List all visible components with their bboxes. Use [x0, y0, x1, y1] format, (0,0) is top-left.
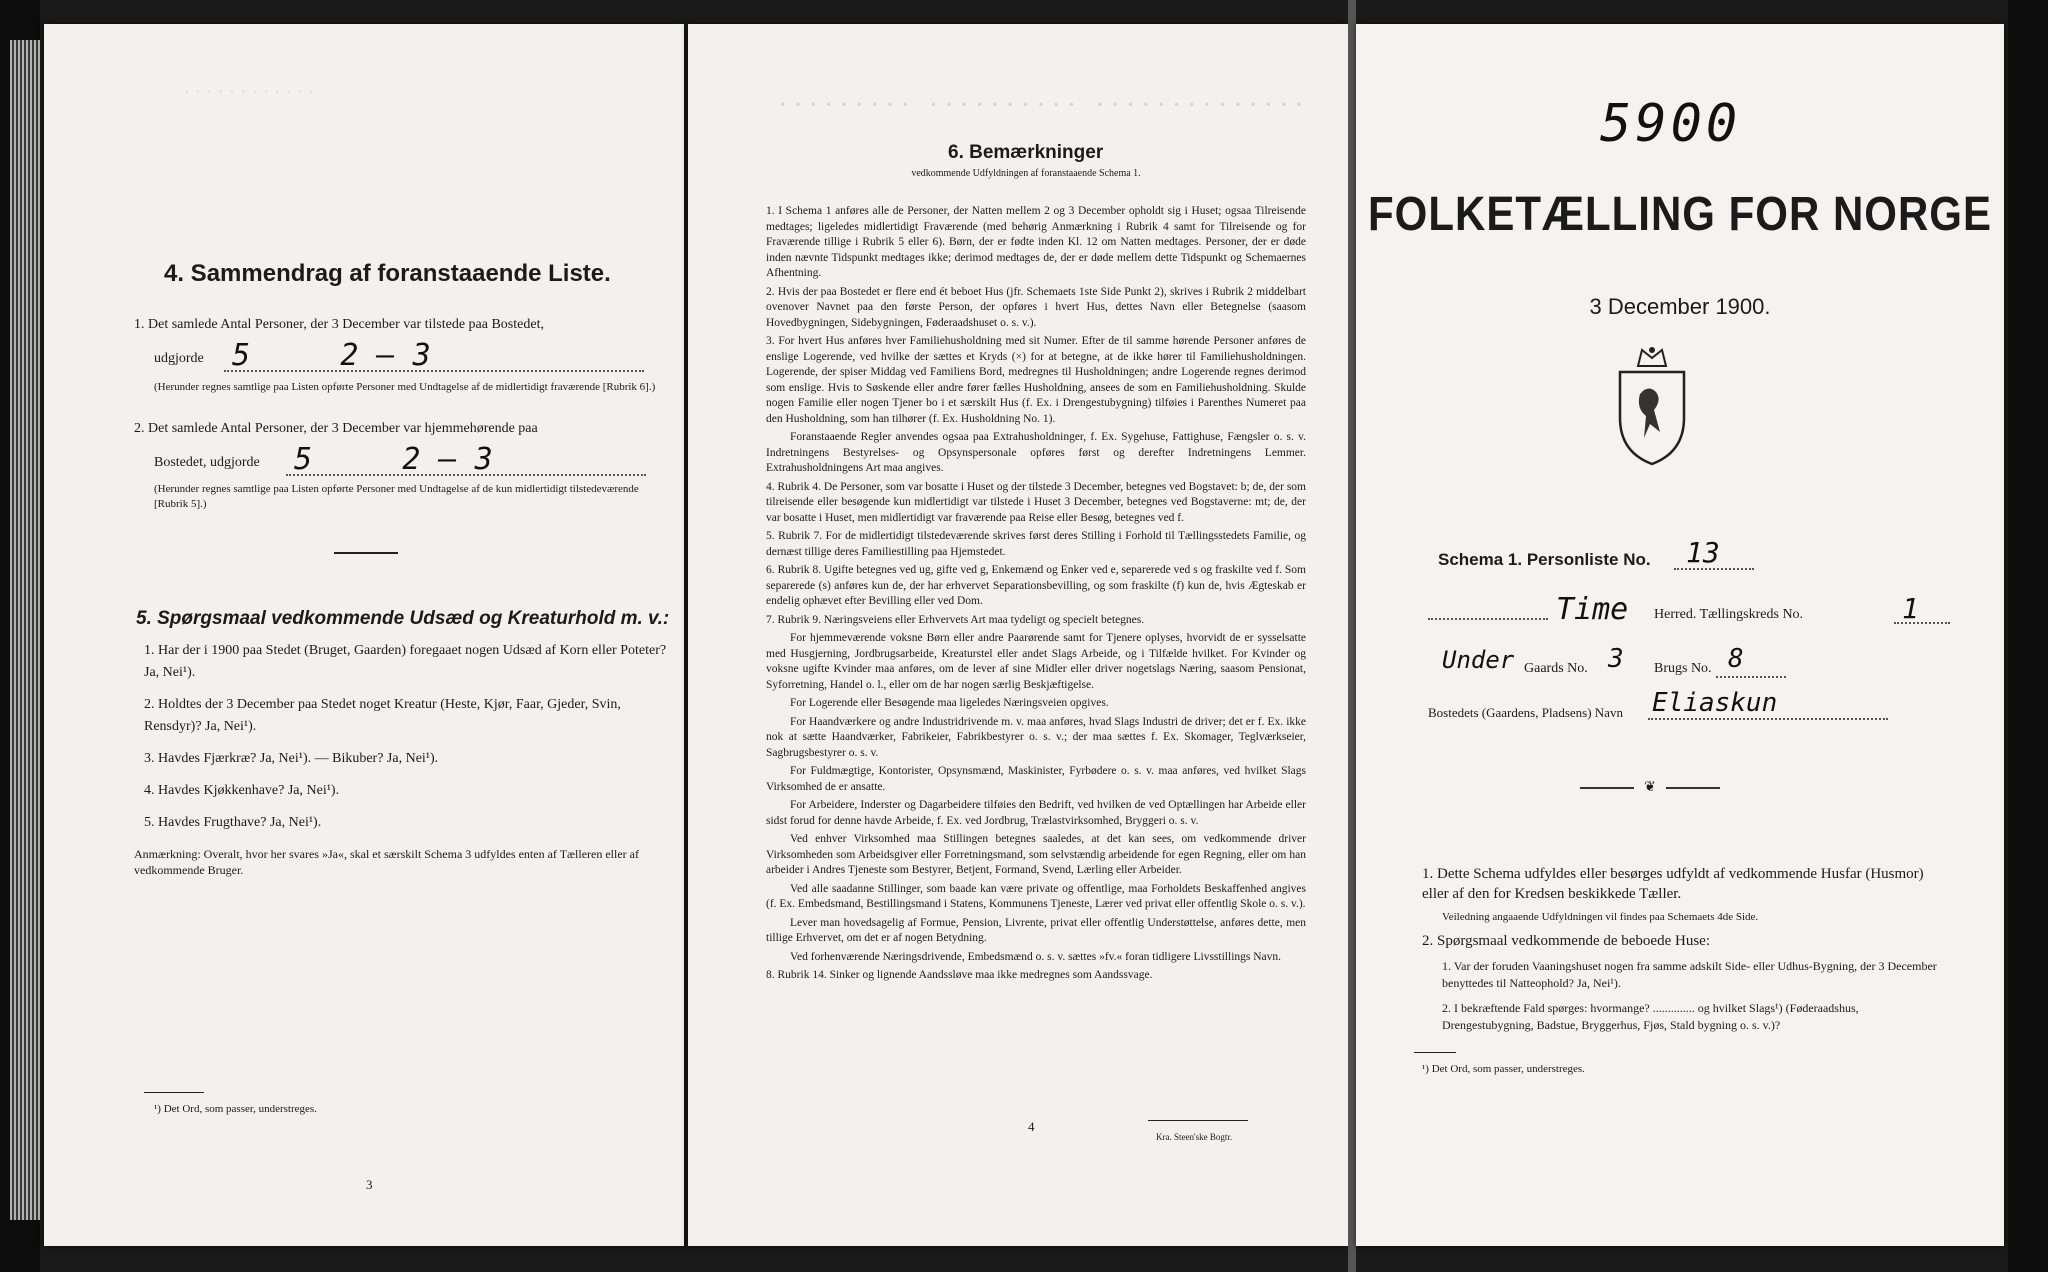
schema-label: Schema 1. Personliste No. — [1438, 550, 1651, 569]
item1-text: 1. Det samlede Antal Personer, der 3 December var tilstede paa Bostedet, — [134, 317, 544, 332]
item1-note: (Herunder regnes samtlige paa Listen opførte Personer med Undtagelse af de midlertidigt fraværende [Rubrik 6].) — [154, 381, 656, 393]
divider-rule — [334, 552, 398, 554]
cover-footnote: ¹) Det Ord, som passer, understreges. — [1422, 1063, 1585, 1075]
instruction-1-note: Veiledning angaaende Udfyldningen vil findes paa Schemaets 4de Side. — [1442, 911, 1759, 923]
kreds-value: 1 — [1902, 592, 1919, 625]
instruction-2-2: 2. I bekræftende Fald spørges: hvormange? .............. og hvilket Slags¹) (Føderaadshus, Drengestubygning, Badstue, Bryggerhus, Fjøs, Stald bygning o. s. v.)? — [1442, 1001, 1859, 1032]
herred-label: Herred. Tællingskreds No. — [1654, 607, 1804, 622]
note-7h: Lever man hovedsagelig af Formue, Pension, Livrente, privat eller offentlig Understøttelse, anføres dette, men tillige Erhvervet, om det er af nogen Betydning. — [766, 916, 1306, 944]
remarks-subtitle: vedkommende Udfyldningen af foranstaaende Schema 1. — [911, 168, 1141, 179]
cover-footnote-rule — [1414, 1052, 1456, 1053]
bosted-dots — [1648, 718, 1888, 720]
item2-answer-line — [154, 444, 674, 480]
note-7i: Ved forhenværende Næringsdrivende, Embedsmænd o. s. v. sættes »fv.« foran tidligere Livsstillings Navn. — [790, 950, 1282, 963]
page-number-middle: 4 — [1028, 1119, 1035, 1134]
left-page — [44, 24, 684, 1246]
brugs-label: Brugs No. — [1654, 661, 1712, 676]
book-binding-right — [2008, 0, 2048, 1272]
gaards-prefix: Under — [1442, 646, 1515, 674]
remark: Anmærkning: Overalt, hvor her svares »Ja«, skal et særskilt Schema 3 udfyldes enten af Tælleren eller af vedkommende Bruger. — [134, 847, 639, 877]
page-edges — [10, 40, 40, 1220]
item1-answer-line — [154, 340, 674, 376]
note-7: 7. Rubrik 9. Næringsveiens eller Erhvervets Art maa tydeligt og specielt betegnes. — [766, 613, 1145, 626]
note-7b: For Logerende eller Besøgende maa ligeledes Næringsveien opgives. — [790, 697, 1109, 709]
note-7g: Ved alle saadanne Stillinger, som baade kan være private og offentlige, maa Forholdets Beskaffenhed angives (f. Ex. Embedsmand, Bestillingsmand i Statens, Kommunens Tjeneste, Lærer ved privat eller offentlig Skole o. s. v.). — [766, 882, 1306, 910]
bosted-label: Bostedets (Gaardens, Pladsens) Navn — [1428, 705, 1623, 720]
schema-value: 13 — [1686, 536, 1720, 569]
note-7d: For Fuldmægtige, Kontorister, Opsynsmænd, Maskinister, Fyrbødere o. s. v. maa anføres, ved hvilket Slags Virksomhed de er ansatte. — [766, 765, 1306, 793]
cover-date: 3 December 1900. — [1589, 294, 1771, 319]
item2-prefix: Bostedet, udgjorde — [154, 455, 260, 470]
question-5: 5. Havdes Frugthave? Ja, Nei¹). — [144, 815, 322, 830]
herred-dots-left — [1428, 618, 1548, 620]
bosted-value: Eliaskun — [1652, 688, 1778, 718]
printer-imprint: Kra. Steen'ske Bogtr. — [1156, 1132, 1233, 1142]
note-2: 2. Hvis der paa Bostedet er flere end ét beboet Hus (jfr. Schemaets 1ste Side Punkt 2), skrives i Rubrik 2 middelbart ovenover Navnet paa den første Person, der opføres i hvert Hus, dettes Navn eller Betegnelse (saasom Hovedbygningen, Sidebygningen, Føderaadshuset o. s. v.). — [766, 285, 1306, 329]
ornament-divider — [1580, 780, 1720, 796]
item1-dots — [224, 370, 644, 372]
question-2: 2. Holdtes der 3 December paa Stedet noget Kreatur (Heste, Kjør, Faar, Gjeder, Svin, Rensdyr)? Ja, Nei¹). — [144, 697, 621, 734]
kreds-dots — [1894, 622, 1950, 624]
instruction-1: 1. Dette Schema udfyldes eller besørges udfyldt af vedkommende Husfar (Husmor) eller af den for Kredsen beskikkede Tæller. — [1422, 866, 1924, 902]
handwritten-number: 5900 — [1600, 94, 1742, 154]
note-7e: For Arbeidere, Inderster og Dagarbeidere tilføies den Bedrift, ved hvilken de ved Optællingen har Arbeide eller sidst forud for denne havde Arbeide, f. Ex. ved Jordbrug, Trælastvirksomhed, Bryggeri o. s. v. — [766, 799, 1306, 827]
item1-prefix: udgjorde — [154, 351, 204, 366]
question-4: 4. Havdes Kjøkkenhave? Ja, Nei¹). — [144, 783, 340, 798]
bleed-through: ············ — [184, 84, 320, 101]
note-5: 5. Rubrik 7. For de midlertidigt tilstedeværende skrives først deres Stilling i Forhold til Tællingsstedets Familie, og dernæst tillige deres Familiestilling paa Hjemstedet. — [766, 530, 1306, 558]
item2-values: 5 2 – 3 — [294, 442, 493, 477]
cover-title: FOLKETÆLLING FOR NORGE — [1368, 186, 1992, 241]
brugs-dots — [1716, 676, 1786, 678]
note-7a: For hjemmeværende voksne Børn eller andre Paarørende samt for Tjenere oplyses, hvorvidt de er sysselsatte med Husgjerning, Jordbrugsarbeide, Kreaturstel eller andet Slags Arbeide, og i Tilfælde hvilket. For Kvinder og voksne ugifte Kvinder maa anføres, om de lever af sine Midler eller driver nogetslags Næring, saasom Pensionat, Syforretning, Handel o. l., eller om de har nogen særlig Beskjæftigelse. — [766, 632, 1306, 691]
item1-values: 5 2 – 3 — [232, 338, 431, 373]
note-4: 4. Rubrik 4. De Personer, som var bosatte i Huset og der tilstede 3 December, betegnes ved Bogstavet: b; de, der som tilreisende eller besøgende kun midlertidigt var tilstede i Huset 3 December, betegnes ved Bogstaverne: mt; de, der var bosatte i Huset, men midlertidigt var fraværende paa Reise eller Besøg, betegnes ved f. — [766, 480, 1306, 524]
note-7f: Ved enhver Virksomhed maa Stillingen betegnes saaledes, at det kan sees, om vedkommende driver Virksomheden som Arbeidsgiver eller Forretningsmand, som selvstændig arbeidende for egen Regning, eller om han arbeider i Andres Tjeneste som Bestyrer, Betjent, Formand, Svend, Lærling eller Arbeider. — [766, 833, 1306, 876]
note-3: 3. For hvert Hus anføres hver Familiehusholdning med sit Numer. Efter de til samme hørende Personer anføres de enslige Logerende, ved hvilke der sættes et Kryds (×) for at betegne, at de ikke hører til Familiehusholdningen. Logerende, der spiser Middag ved Familiens Bord, medregnes til Husholdningen; andre Logerende regnes derimod som enslige. Hvis to Søskende eller andre fører fælles Husholdning, ansees de som en Familiehusholdning. Skulde nogen Familie eller nogen Tjener bo i et særskilt Hus (f. Ex. i Drengestubygning) tilføies i Parenthes Numeret paa den Husholdning, som han tilhører (f. Ex. Husholdning No. 1). — [766, 335, 1306, 425]
ornament-icon: ❦ — [1644, 780, 1656, 795]
herred-value: Time — [1556, 592, 1629, 627]
instruction-2: 2. Spørgsmaal vedkommende de beboede Huse: — [1422, 933, 1710, 949]
footnote: ¹) Det Ord, som passer, understreges. — [154, 1103, 317, 1115]
question-1: 1. Har der i 1900 paa Stedet (Bruget, Gaarden) foregaaet nogen Udsæd af Korn eller Poteter? Ja, Nei¹). — [144, 643, 667, 680]
schema-dots — [1674, 568, 1754, 570]
item2-dots — [286, 474, 646, 476]
footnote-rule — [144, 1092, 204, 1093]
note-6: 6. Rubrik 8. Ugifte betegnes ved ug, gifte ved g, Enkemænd og Enker ved e, separerede ved s og fraskilte ved f. Som separerede (s) anføres kun de, der har erhvervet Separationsbevilling, og som fraskilte (f) kun de, hvis Ægteskab er endelig ophævet efter Bevilling eller ved Dom. — [766, 564, 1306, 607]
note-1: 1. I Schema 1 anføres alle de Personer, der Natten mellem 2 og 3 December opholdt sig i Huset; ogsaa Tilreisende medtages; ligeledes midlertidigt Fraværende (med behørig Anmærkning i Rubrik 4 samt for Tilreisende og for Fraværende tillige i Rubrik 5 eller 6). Børn, der er fødte inden Kl. 12 om Natten medtages. Personer, der er døde inden nævnte Tidspunkt medtages ikke; derimod medtages de, der er døde mellem dette Tidspunkt og Schemaernes Afhentning. — [766, 205, 1306, 279]
remarks-list — [766, 204, 1306, 987]
gaards-value: 3 — [1608, 644, 1624, 674]
page-gutter — [1348, 0, 1356, 1272]
printer-rule — [1148, 1120, 1248, 1121]
remarks-title: 6. Bemærkninger — [948, 142, 1104, 163]
bleed-through-header: ········· ·········· ·············· — [778, 90, 1310, 121]
brugs-value: 8 — [1728, 644, 1744, 674]
section5-questions — [144, 640, 674, 836]
middle-page — [688, 24, 1348, 1246]
coat-of-arms-icon — [1610, 344, 1694, 468]
section5-title: 5. Spørgsmaal vedkommende Udsæd og Kreaturhold m. v.: — [136, 608, 670, 629]
page-number-left: 3 — [366, 1177, 373, 1192]
item2-note: (Herunder regnes samtlige paa Listen opførte Personer med Undtagelse af de kun midlertidigt tilstedeværende [Rubrik 5].) — [154, 483, 639, 510]
item2-text: 2. Det samlede Antal Personer, der 3 December var hjemmehørende paa — [134, 421, 538, 436]
note-8: 8. Rubrik 14. Sinker og lignende Aandssløve maa ikke medregnes som Aandssvage. — [766, 969, 1153, 981]
question-3: 3. Havdes Fjærkræ? Ja, Nei¹). — Bikuber? Ja, Nei¹). — [144, 751, 439, 766]
note-3b: Foranstaaende Regler anvendes ogsaa paa Extrahusholdninger, f. Ex. Sygehuse, Fattighuse, Fængsler o. s. v. Indretningens Bestyrelses- og Opsynspersonale opføres først og derefter Indretningens Lemmer. Extrahusholdningens Art maa angives. — [766, 431, 1306, 474]
section4-title: 4. Sammendrag af foranstaaende Liste. — [164, 260, 611, 287]
gaards-label: Gaards No. — [1524, 661, 1588, 676]
note-7c: For Haandværkere og andre Industridrivende m. v. maa anføres, hvad Slags Industri de driver; det er f. Ex. ikke nok at sætte Haandværker, Fabrikeier, Fabrikbestyrer o. s. v.; der maa sættes f. Ex. Skomager, Teglværkseier, Sagbrugsbestyrer o. s. v. — [766, 715, 1306, 759]
right-page-cover — [1356, 24, 2004, 1246]
instruction-2-1: 1. Var der foruden Vaaningshuset nogen fra samme adskilt Side- eller Udhus-Bygning, der 3 December benyttedes til Natteophold? Ja, Nei¹). — [1442, 959, 1937, 990]
